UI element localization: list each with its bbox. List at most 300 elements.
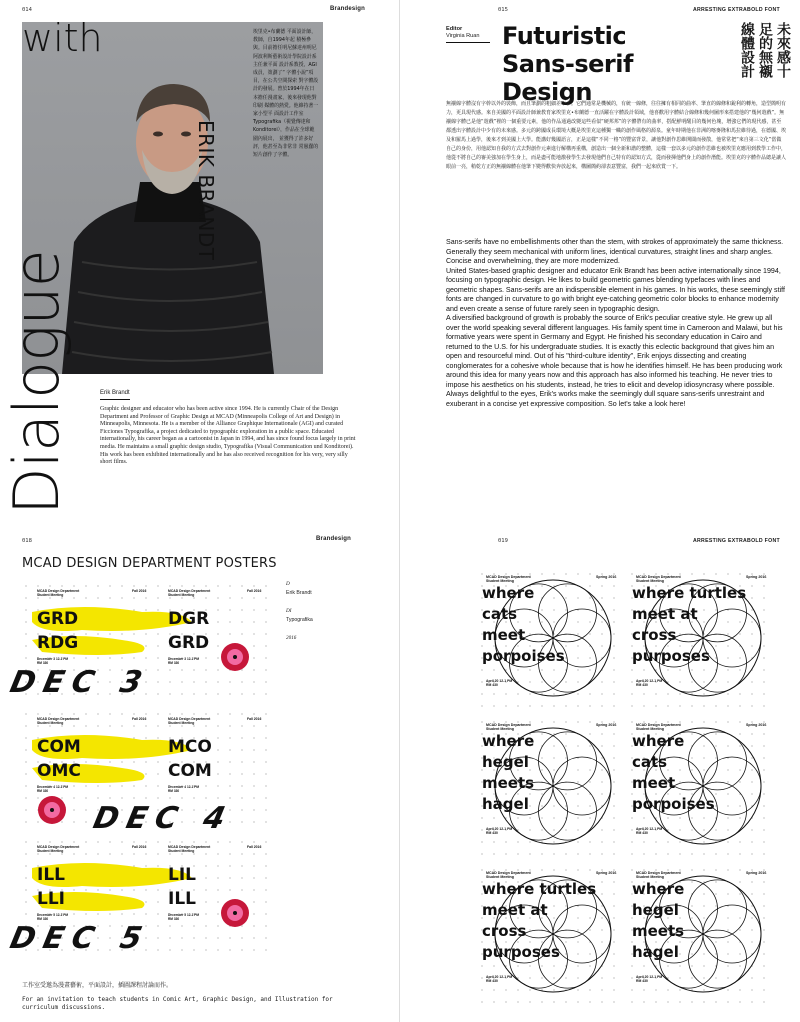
grid-dot (590, 658, 591, 659)
grid-dot (254, 714, 255, 715)
grid-dot (170, 798, 171, 799)
grid-dot (230, 786, 231, 787)
grid-dot (242, 738, 243, 739)
grid-dot (554, 966, 555, 967)
grid-dot (218, 714, 219, 715)
grid-dot (704, 722, 705, 723)
poster (482, 722, 617, 855)
grid-dot (542, 694, 543, 695)
grid-dot (716, 794, 717, 795)
grid-dot (158, 634, 159, 635)
grid-dot (578, 966, 579, 967)
grid-dot (194, 938, 195, 939)
poster-date: DEC 4 (90, 801, 237, 836)
grid-dot (554, 854, 555, 855)
brand-mark: Brandesign (316, 536, 352, 542)
grid-dot (230, 714, 231, 715)
grid-dot (668, 818, 669, 819)
poster-word: meets (482, 774, 535, 792)
grid-dot (728, 842, 729, 843)
poster-term: Fall 2016 (132, 845, 147, 849)
grid-dot (266, 774, 267, 775)
grid-dot (494, 694, 495, 695)
grid-dot (632, 830, 633, 831)
grid-dot (764, 746, 765, 747)
grid-dot (218, 842, 219, 843)
grid-dot (740, 782, 741, 783)
grid-dot (578, 622, 579, 623)
poster-word: meet at (632, 605, 698, 623)
grid-dot (704, 842, 705, 843)
grid-dot (134, 634, 135, 635)
divider (446, 42, 490, 43)
grid-dot (206, 670, 207, 671)
poster-row (7, 586, 267, 700)
grid-dot (656, 818, 657, 819)
grid-dot (86, 762, 87, 763)
grid-dot (740, 694, 741, 695)
grid-dot (566, 658, 567, 659)
poster-time: April 20 12-1 PM (636, 975, 663, 979)
grid-dot (158, 762, 159, 763)
poster (482, 870, 617, 1003)
grid-dot (764, 734, 765, 735)
grid-dot (656, 670, 657, 671)
grid-dot (158, 926, 159, 927)
grid-dot (740, 770, 741, 771)
grid-dot (266, 634, 267, 635)
grid-dot (680, 918, 681, 919)
grid-dot (590, 598, 591, 599)
grid-dot (206, 842, 207, 843)
grid-dot (764, 794, 765, 795)
grid-dot (146, 762, 147, 763)
grid-dot (194, 726, 195, 727)
grid-dot (602, 706, 603, 707)
poster-term: Fall 2016 (247, 845, 262, 849)
grid-dot (602, 646, 603, 647)
grid-dot (740, 990, 741, 991)
grid-dot (614, 830, 615, 831)
grid-dot (602, 842, 603, 843)
grid-dot (182, 682, 183, 683)
grid-dot (566, 682, 567, 683)
grid-dot (740, 706, 741, 707)
grid-dot (506, 854, 507, 855)
grid-dot (242, 854, 243, 855)
grid-dot (692, 870, 693, 871)
grid-dot (242, 610, 243, 611)
grid-dot (254, 670, 255, 671)
grid-dot (86, 810, 87, 811)
grid-dot (764, 978, 765, 979)
grid-dot (110, 798, 111, 799)
poster-word: hagel (632, 943, 679, 961)
grid-dot (506, 1002, 507, 1003)
grid-dot (590, 770, 591, 771)
grid-dot (578, 818, 579, 819)
grid-dot (602, 634, 603, 635)
grid-dot (218, 914, 219, 915)
grid-dot (764, 818, 765, 819)
grid-dot (134, 798, 135, 799)
grid-dot (110, 890, 111, 891)
poster-header: MCAD Design Department (37, 589, 80, 593)
grid-dot (602, 794, 603, 795)
grid-dot (692, 770, 693, 771)
grid-dot (668, 990, 669, 991)
poster-term: Spring 2016 (596, 575, 617, 579)
poster-room: RM 330 (168, 661, 180, 665)
grid-dot (554, 806, 555, 807)
grid-dot (530, 966, 531, 967)
grid-dot (680, 942, 681, 943)
grid-dot (602, 882, 603, 883)
grid-dot (494, 818, 495, 819)
grid-dot (752, 894, 753, 895)
grid-dot (578, 854, 579, 855)
poster-subheader: Student Meeting (636, 727, 664, 731)
poster-subheader: Student Meeting (486, 875, 514, 879)
grid-dot (554, 694, 555, 695)
poster-letters: DGR (168, 609, 210, 629)
grid-dot (632, 818, 633, 819)
grid-dot (518, 818, 519, 819)
grid-dot (242, 950, 243, 951)
poster-subheader: Student Meeting (168, 721, 195, 725)
poster-time: April 20 12-1 PM (486, 679, 513, 683)
grid-dot (644, 966, 645, 967)
grid-dot (506, 670, 507, 671)
grid-dot (266, 750, 267, 751)
grid-dot (566, 610, 567, 611)
grid-dot (614, 794, 615, 795)
grid-dot (740, 722, 741, 723)
grid-dot (728, 782, 729, 783)
grid-dot (542, 806, 543, 807)
grid-dot (254, 902, 255, 903)
grid-dot (26, 866, 27, 867)
poster-subheader: Student Meeting (37, 849, 64, 853)
grid-dot (578, 574, 579, 575)
grid-dot (614, 758, 615, 759)
grid-dot (218, 878, 219, 879)
grid-dot (242, 810, 243, 811)
grid-dot (110, 726, 111, 727)
grid-dot (632, 706, 633, 707)
grid-dot (254, 646, 255, 647)
grid-dot (752, 622, 753, 623)
grid-dot (716, 574, 717, 575)
grid-dot (218, 798, 219, 799)
grid-dot (614, 706, 615, 707)
grid-dot (194, 798, 195, 799)
poster (632, 574, 767, 707)
grid-dot (494, 966, 495, 967)
divider (100, 399, 130, 400)
headline-with: with (22, 16, 103, 60)
grid-dot (680, 966, 681, 967)
poster-time: December 4 12-1 PM (168, 785, 200, 789)
grid-dot (752, 598, 753, 599)
poster-word: where (632, 732, 685, 750)
grid-dot (632, 990, 633, 991)
grid-dot (218, 854, 219, 855)
grid-dot (566, 954, 567, 955)
grid-dot (86, 786, 87, 787)
grid-dot (542, 706, 543, 707)
grid-dot (266, 598, 267, 599)
poster-term: Spring 2016 (596, 723, 617, 727)
page-019 (400, 520, 800, 1022)
grid-dot (482, 990, 483, 991)
grid-dot (716, 658, 717, 659)
grid-dot (494, 670, 495, 671)
poster-word: where (632, 880, 685, 898)
grid-dot (704, 746, 705, 747)
grid-dot (764, 586, 765, 587)
grid-dot (680, 854, 681, 855)
grid-dot (542, 794, 543, 795)
grid-dot (266, 866, 267, 867)
grid-dot (194, 598, 195, 599)
poster-term: Fall 2016 (132, 717, 147, 721)
poster-word: hegel (632, 901, 679, 919)
grid-dot (590, 694, 591, 695)
grid-dot (110, 762, 111, 763)
grid-dot (146, 726, 147, 727)
grid-dot (764, 854, 765, 855)
grid-dot (632, 870, 633, 871)
grid-dot (554, 758, 555, 759)
page-014 (0, 0, 400, 520)
grid-dot (530, 930, 531, 931)
grid-dot (86, 890, 87, 891)
grid-dot (704, 906, 705, 907)
grid-dot (530, 842, 531, 843)
poster-room: RM 330 (37, 661, 49, 665)
grid-dot (254, 866, 255, 867)
chinese-body: 無襯線字體沒有字幹以外的裝飾，而且筆劃的粗細差不多。它們通常是機械的，有統一線條，往往擁有相同的曲率、筆直的線條和銳利的轉角，造型簡明有力，更具現代感。來自美國的平面設計師兼教育家埃里克•布蘭德一直活躍在字體設計領域，他喜歡用字體結合線條和幾何圖形來搭建他的“幾何遊戲”。無襯線字體已是他“遊戲”裡的一個重要元素，他的作品通過改變這些看似“硬邦邦”的字體帶有的曲率，搭配鮮明醒目的幾何色塊，增強它們的現代感，甚至都透出字體設計中少有的未來感。多元的跨國成長環境大概是埃里克這種獨一幟的創作風格的源泉。童年時期他在非洲的喀麥隆和馬拉維待過，在德國、埃及和羅馬上過學，後來才到美國上大學。能講好幾國語言，正是這樣“不同一格”的豐富背景，讓他對創作思維開闊而發散，他常常把“來自第三文化”當做自己的身份，用他認知自我的方式去對創作元素進行解構再重構，創造出一個全新和諧的整體，這樣一套以多元的創作思維也被埃里克應用到教學工作中，他從不將自己的審美強加在學生身上，而是盡可能地激發學生去發現他們自己特有的認知方式，從而發揮他們身上的創作潛能。埃里克的字體作品總是讓人眼前一亮，稍乾方正的無襯線體在他筆下變得歡快奔放起來，構圖簡約卻表意豐富，我們一起來欣賞一下。 (446, 101, 787, 170)
grid-dot (578, 990, 579, 991)
grid-dot (728, 942, 729, 943)
grid-dot (182, 694, 183, 695)
grid-dot (740, 918, 741, 919)
poster-time: December 5 12-1 PM (37, 913, 69, 917)
grid-dot (98, 854, 99, 855)
grid-dot (692, 942, 693, 943)
grid-dot (656, 694, 657, 695)
grid-dot (254, 586, 255, 587)
grid-dot (158, 890, 159, 891)
poster-subheader: Student Meeting (37, 593, 64, 597)
grid-dot (716, 1002, 717, 1003)
grid-dot (218, 762, 219, 763)
grid-dot (614, 854, 615, 855)
grid-dot (668, 966, 669, 967)
grid-dot (740, 818, 741, 819)
grid-dot (590, 930, 591, 931)
grid-dot (506, 966, 507, 967)
grid-dot (98, 762, 99, 763)
grid-dot (242, 670, 243, 671)
grid-dot (542, 670, 543, 671)
grid-dot (614, 954, 615, 955)
grid-dot (518, 694, 519, 695)
grid-dot (566, 734, 567, 735)
grid-dot (74, 842, 75, 843)
grid-dot (728, 990, 729, 991)
grid-dot (764, 894, 765, 895)
grid-dot (254, 726, 255, 727)
grid-dot (230, 890, 231, 891)
grid-dot (644, 670, 645, 671)
grid-dot (704, 610, 705, 611)
grid-dot (680, 682, 681, 683)
grid-dot (26, 714, 27, 715)
grid-dot (122, 798, 123, 799)
grid-dot (230, 798, 231, 799)
grid-dot (530, 806, 531, 807)
grid-dot (542, 1002, 543, 1003)
poster-word: porpoises (482, 647, 565, 665)
grid-dot (26, 786, 27, 787)
grid-dot (764, 930, 765, 931)
grid-dot (230, 774, 231, 775)
grid-dot (542, 842, 543, 843)
grid-dot (242, 586, 243, 587)
grid-dot (632, 842, 633, 843)
grid-dot (728, 574, 729, 575)
grid-dot (86, 842, 87, 843)
poster-letters: GRD (37, 609, 79, 629)
grid-dot (728, 966, 729, 967)
grid-dot (542, 966, 543, 967)
grid-dot (704, 574, 705, 575)
page-number: 019 (498, 538, 508, 544)
grid-dot (530, 854, 531, 855)
grid-dot (506, 842, 507, 843)
grid-dot (668, 978, 669, 979)
grid-dot (728, 830, 729, 831)
poster-header: MCAD Design Department (486, 723, 531, 727)
grid-dot (254, 598, 255, 599)
grid-dot (542, 574, 543, 575)
grid-dot (74, 714, 75, 715)
grid-dot (26, 774, 27, 775)
poster-series-grid (6, 582, 277, 967)
grid-dot (218, 902, 219, 903)
grid-dot (602, 830, 603, 831)
grid-dot (680, 770, 681, 771)
grid-dot (578, 782, 579, 783)
grid-dot (614, 894, 615, 895)
grid-dot (146, 774, 147, 775)
grid-dot (242, 866, 243, 867)
grid-dot (602, 758, 603, 759)
grid-dot (764, 782, 765, 783)
grid-dot (530, 682, 531, 683)
grid-dot (614, 658, 615, 659)
grid-dot (554, 842, 555, 843)
grid-dot (578, 634, 579, 635)
grid-dot (590, 634, 591, 635)
poster-room: RM 430 (486, 831, 498, 835)
grid-dot (578, 658, 579, 659)
grid-dot (254, 914, 255, 915)
grid-dot (692, 830, 693, 831)
grid-dot (158, 914, 159, 915)
grid-dot (680, 990, 681, 991)
grid-dot (518, 830, 519, 831)
grid-dot (86, 854, 87, 855)
poster-letters: COM (37, 737, 81, 757)
grid-dot (692, 734, 693, 735)
grid-dot (530, 706, 531, 707)
grid-dot (680, 978, 681, 979)
grid-dot (716, 954, 717, 955)
grid-dot (242, 822, 243, 823)
grid-dot (98, 586, 99, 587)
grid-dot (764, 770, 765, 771)
grid-dot (764, 670, 765, 671)
grid-dot (206, 726, 207, 727)
grid-dot (692, 906, 693, 907)
grid-dot (26, 854, 27, 855)
grid-dot (716, 746, 717, 747)
grid-dot (218, 890, 219, 891)
grid-dot (740, 806, 741, 807)
grid-dot (752, 586, 753, 587)
grid-dot (26, 902, 27, 903)
grid-dot (752, 942, 753, 943)
grid-dot (554, 610, 555, 611)
grid-dot (158, 610, 159, 611)
poster-time: April 20 12-1 PM (486, 975, 513, 979)
grid-dot (728, 770, 729, 771)
grid-dot (530, 770, 531, 771)
grid-dot (194, 950, 195, 951)
grid-dot (158, 682, 159, 683)
poster-room: RM 430 (636, 979, 648, 983)
grid-dot (752, 646, 753, 647)
grid-dot (632, 694, 633, 695)
grid-dot (554, 918, 555, 919)
grid-dot (50, 842, 51, 843)
grid-dot (668, 854, 669, 855)
poster-row (26, 714, 267, 836)
grid-dot (752, 978, 753, 979)
poster-word: cross (632, 626, 677, 644)
grid-dot (26, 646, 27, 647)
grid-dot (218, 682, 219, 683)
grid-dot (614, 966, 615, 967)
grid-dot (728, 658, 729, 659)
grid-dot (728, 646, 729, 647)
grid-dot (518, 682, 519, 683)
grid-dot (206, 586, 207, 587)
grid-dot (566, 978, 567, 979)
grid-dot (590, 722, 591, 723)
grid-dot (482, 966, 483, 967)
grid-dot (704, 854, 705, 855)
grid-dot (764, 1002, 765, 1003)
grid-dot (134, 658, 135, 659)
grid-dot (266, 914, 267, 915)
grid-dot (206, 694, 207, 695)
grid-dot (590, 854, 591, 855)
grid-dot (482, 818, 483, 819)
